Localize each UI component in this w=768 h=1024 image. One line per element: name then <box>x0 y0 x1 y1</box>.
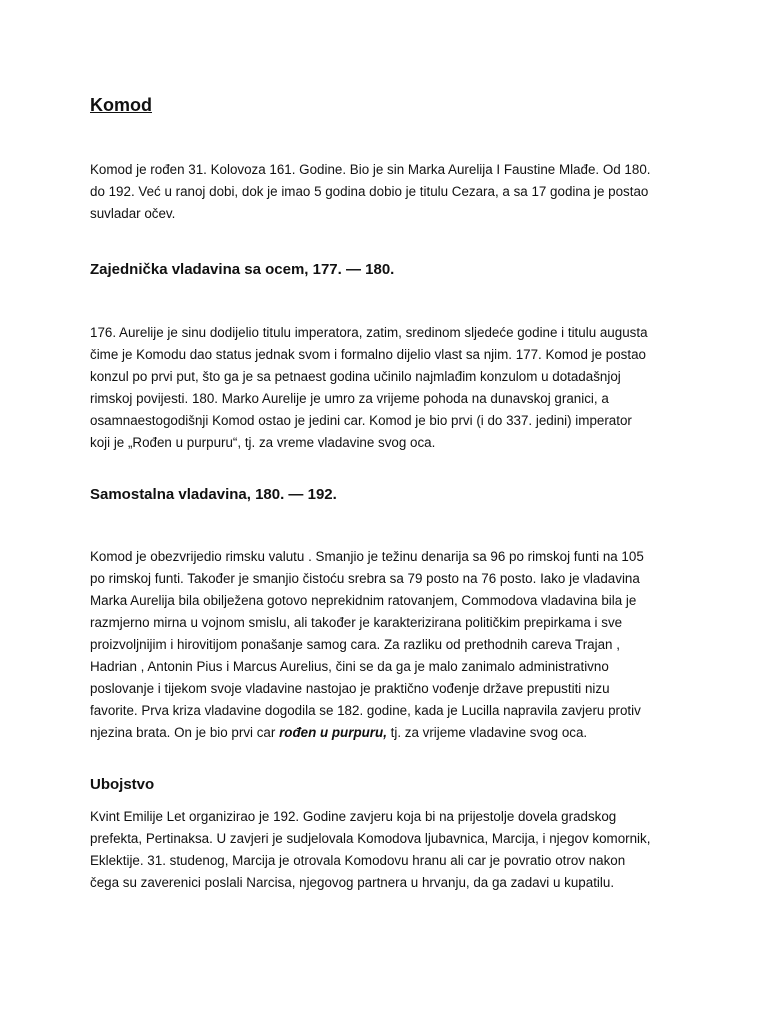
paragraph-line-last <box>90 722 700 744</box>
paragraph-line: proizvoljnijim i hirovitijom ponašanje samog cara. Za razliku od prethodnih careva Trajan , <box>90 637 620 652</box>
assassination-paragraph <box>90 806 700 894</box>
paragraph-line: konzul po prvi put, što ga je sa petnaest godina učinilo najmlađim konzulom u dotadašnjoj <box>90 369 621 384</box>
paragraph-line: Hadrian , Antonin Pius i Marcus Aurelius, čini se da ga je malo zanimalo administrativno <box>90 659 609 674</box>
joint-reign-paragraph <box>90 322 700 454</box>
paragraph-line: Komod je obezvrijedio rimsku valutu . Smanjio je težinu denarija sa 96 po rimskoj funti na 105 <box>90 549 644 564</box>
sole-reign-paragraph <box>90 546 700 744</box>
section-heading-joint-reign: Zajednička vladavina sa ocem, 177. — 180. <box>90 261 395 278</box>
document-title: Komod <box>90 95 152 115</box>
paragraph-line: čime je Komodu dao status jednak svom i formalno dijelio vlast sa njim. 177. Komod je postao <box>90 347 646 362</box>
paragraph-line: suvladar očev. <box>90 206 176 221</box>
paragraph-line: osamnaestogodišnji Komod ostao je jedini car. Komod je bio prvi (i do 337. jedini) imperator <box>90 413 632 428</box>
line-text: tj. za vrijeme vladavine svog oca. <box>386 725 588 740</box>
intro-paragraph <box>90 159 700 225</box>
paragraph-line: Marka Aurelija bila obilježena gotovo neprekidnim ratovanjem, Commodova vladavina bila je <box>90 593 637 608</box>
paragraph-line: koji je „Rođen u purpuru“, tj. za vreme vladavine svog oca. <box>90 435 436 450</box>
paragraph-line: rimskoj povijesti. 180. Marko Aurelije je umro za vrijeme pohoda na dunavskoj granici, a <box>90 391 609 406</box>
paragraph-line: 176. Aurelije je sinu dodijelio titulu imperatora, zatim, sredinom sljedeće godine i titulu augusta <box>90 325 648 340</box>
line-text: njezina brata. On je bio prvi car <box>90 725 280 740</box>
paragraph-line: Komod je rođen 31. Kolovoza 161. Godine. Bio je sin Marka Aurelija I Faustine Mlađe. Od 180. <box>90 162 651 177</box>
emphasized-text: rođen u purpuru, <box>279 725 387 740</box>
section-heading-assassination: Ubojstvo <box>90 776 155 793</box>
paragraph-line: Eklektije. 31. studenog, Marcija je otrovala Komodovu hranu ali car je povratio otrov nakon <box>90 853 626 868</box>
paragraph-line: favorite. Prva kriza vladavine dogodila se 182. godine, kada je Lucilla napravila zavjeru protiv <box>90 703 641 718</box>
paragraph-line: do 192. Već u ranoj dobi, dok je imao 5 godina dobio je titulu Cezara, a sa 17 godina je postao <box>90 184 649 199</box>
paragraph-line: Kvint Emilije Let organizirao je 192. Godine zavjeru koja bi na prijestolje dovela gradskog <box>90 809 617 824</box>
paragraph-line: razmjerno mirna u vojnom smislu, ali također je karakterizirana političkim prepirkama i sve <box>90 615 623 630</box>
paragraph-line: prefekta, Pertinaksa. U zavjeri je sudjelovala Komodova ljubavnica, Marcija, i njegov komornik, <box>90 831 651 846</box>
paragraph-line: poslovanje i tijekom svoje vladavine nastojao je praktično vođenje države prepustiti nizu <box>90 681 610 696</box>
paragraph-line: po rimskoj funti. Također je smanjio čistoću srebra sa 79 posto na 76 posto. Iako je vladavina <box>90 571 640 586</box>
section-heading-sole-reign: Samostalna vladavina, 180. — 192. <box>90 486 337 503</box>
paragraph-line: čega su zaverenici poslali Narcisa, njegovog partnera u hrvanju, da ga zadavi u kupatilu. <box>90 875 615 890</box>
